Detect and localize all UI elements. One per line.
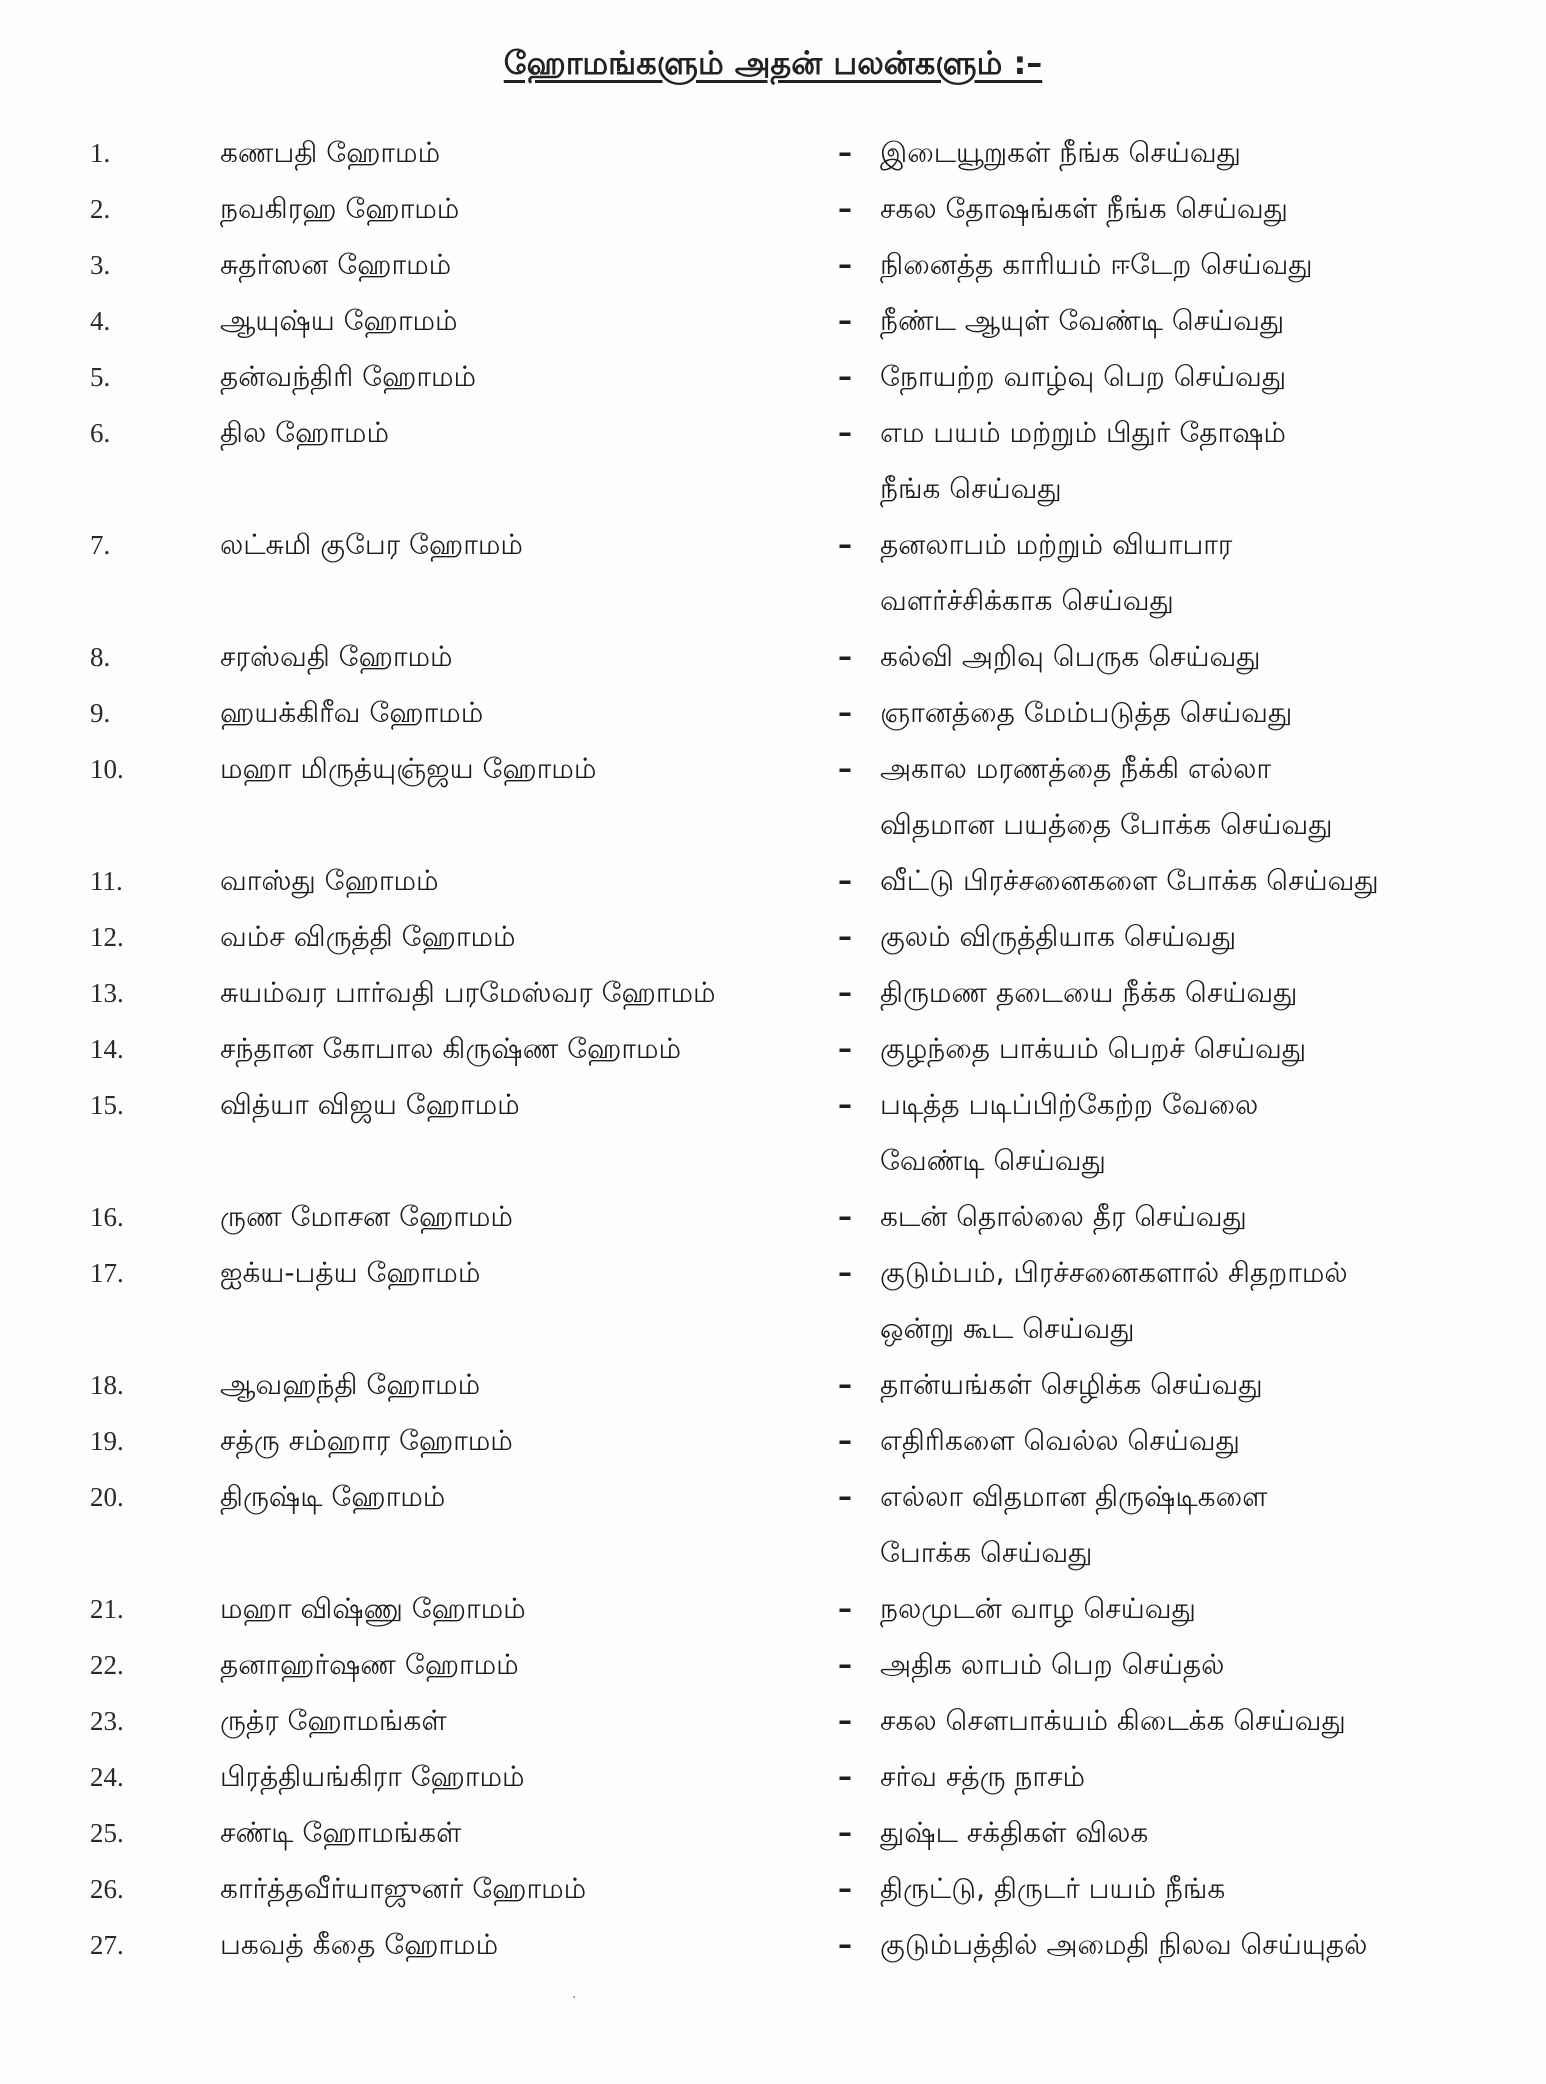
item-number: 5. <box>90 362 111 392</box>
item-number: 15. <box>90 1090 124 1120</box>
list-item <box>0 237 1546 293</box>
list-item <box>0 1637 1546 1693</box>
homam-benefit: சர்வ சத்ரு நாசம் <box>880 1760 1086 1793</box>
homam-name: வாஸ்து ஹோமம் <box>220 864 439 897</box>
homam-name: சுயம்வர பார்வதி பரமேஸ்வர ஹோமம் <box>220 976 716 1009</box>
item-number: 20. <box>90 1482 124 1512</box>
homam-benefit: நினைத்த காரியம் ஈடேற செய்வது <box>880 248 1313 281</box>
list-item <box>0 1413 1546 1469</box>
homam-benefit: எம பயம் மற்றும் பிதுர் தோஷம் <box>880 416 1286 449</box>
homam-name: சுதர்ஸன ஹோமம் <box>220 248 452 281</box>
homam-benefit: இடையூறுகள் நீங்க செய்வது <box>880 136 1241 169</box>
item-number: 14. <box>90 1034 124 1064</box>
homam-benefit: எதிரிகளை வெல்ல செய்வது <box>880 1424 1240 1457</box>
homam-benefit: குடும்பம், பிரச்சனைகளால் சிதறாமல் <box>880 1256 1348 1289</box>
item-number: 27. <box>90 1930 124 1960</box>
item-number: 23. <box>90 1706 124 1736</box>
item-number: 12. <box>90 922 124 952</box>
homam-benefit: துஷ்ட சக்திகள் விலக <box>880 1816 1149 1849</box>
homam-name: சரஸ்வதி ஹோமம் <box>220 640 453 673</box>
item-number: 2. <box>90 194 111 224</box>
homam-benefit: சகல சௌபாக்யம் கிடைக்க செய்வது <box>880 1704 1346 1737</box>
homam-name: கார்த்தவீர்யாஜுனர் ஹோமம் <box>220 1872 587 1905</box>
separator-dash: – <box>838 1760 852 1793</box>
separator-dash: – <box>838 1368 852 1401</box>
list-item <box>0 1357 1546 1413</box>
separator-dash: – <box>838 192 852 225</box>
title-text: ஹோமங்களும் அதன் பலன்களும் :– <box>503 44 1043 82</box>
homam-name: பகவத் கீதை ஹோமம் <box>220 1928 499 1961</box>
separator-dash: – <box>838 1200 852 1233</box>
homam-benefit: தான்யங்கள் செழிக்க செய்வது <box>880 1368 1263 1401</box>
list-item <box>0 1189 1546 1245</box>
list-item-continuation <box>0 573 1546 629</box>
item-number: 10. <box>90 754 124 784</box>
homam-name: சண்டி ஹோமங்கள் <box>220 1816 462 1849</box>
homam-name: ஆவஹந்தி ஹோமம் <box>220 1368 481 1401</box>
separator-dash: – <box>838 416 852 449</box>
separator-dash: – <box>838 136 852 169</box>
separator-dash: – <box>838 1648 852 1681</box>
homam-name: பிரத்தியங்கிரா ஹோமம் <box>220 1760 525 1793</box>
homam-name: திருஷ்டி ஹோமம் <box>220 1480 446 1513</box>
separator-dash: – <box>838 1256 852 1289</box>
list-item <box>0 1077 1546 1133</box>
homam-name: ஐக்ய-பத்ய ஹோமம் <box>220 1256 481 1289</box>
item-number: 4. <box>90 306 111 336</box>
homam-name: வித்யா விஜய ஹோமம் <box>220 1088 520 1121</box>
separator-dash: – <box>838 528 852 561</box>
separator-dash: – <box>838 1928 852 1961</box>
scan-speck: · <box>572 1990 577 2006</box>
homam-name: மஹா மிருத்யுஞ்ஜய ஹோமம் <box>220 752 597 785</box>
list-item-continuation <box>0 1525 1546 1581</box>
list-item <box>0 909 1546 965</box>
item-number: 13. <box>90 978 124 1008</box>
separator-dash: – <box>838 920 852 953</box>
list-item <box>0 293 1546 349</box>
homam-benefit: நீங்க செய்வது <box>880 472 1062 505</box>
item-number: 7. <box>90 530 111 560</box>
separator-dash: – <box>838 248 852 281</box>
separator-dash: – <box>838 752 852 785</box>
item-number: 25. <box>90 1818 124 1848</box>
separator-dash: – <box>838 1480 852 1513</box>
list-item-continuation <box>0 461 1546 517</box>
separator-dash: – <box>838 1704 852 1737</box>
list-item <box>0 1693 1546 1749</box>
item-number: 17. <box>90 1258 124 1288</box>
separator-dash: – <box>838 304 852 337</box>
list-item <box>0 741 1546 797</box>
homam-benefit: கல்வி அறிவு பெருக செய்வது <box>880 640 1261 673</box>
list-item <box>0 965 1546 1021</box>
homam-benefit: நீண்ட ஆயுள் வேண்டி செய்வது <box>880 304 1285 337</box>
item-number: 8. <box>90 642 111 672</box>
list-item <box>0 685 1546 741</box>
homam-benefit: நலமுடன் வாழ செய்வது <box>880 1592 1196 1625</box>
homam-benefit: அகால மரணத்தை நீக்கி எல்லா <box>880 752 1271 785</box>
separator-dash: – <box>838 1088 852 1121</box>
homam-name: சத்ரு சம்ஹார ஹோமம் <box>220 1424 513 1457</box>
homam-benefit: சகல தோஷங்கள் நீங்க செய்வது <box>880 192 1288 225</box>
list-item <box>0 349 1546 405</box>
homam-name: ஹயக்கிரீவ ஹோமம் <box>220 696 484 729</box>
homam-benefit: எல்லா விதமான திருஷ்டிகளை <box>880 1480 1268 1513</box>
separator-dash: – <box>838 1872 852 1905</box>
separator-dash: – <box>838 1592 852 1625</box>
list-item <box>0 517 1546 573</box>
homam-name: தன்வந்திரி ஹோமம் <box>220 360 477 393</box>
separator-dash: – <box>838 864 852 897</box>
list-item-continuation <box>0 797 1546 853</box>
homam-benefit: குடும்பத்தில் அமைதி நிலவ செய்யுதல் <box>880 1928 1368 1961</box>
homam-benefit: ஒன்று கூட செய்வது <box>880 1312 1135 1345</box>
homam-name: ருத்ர ஹோமங்கள் <box>220 1704 447 1737</box>
item-number: 6. <box>90 418 111 448</box>
homam-benefit: குலம் விருத்தியாக செய்வது <box>880 920 1237 953</box>
list-item <box>0 1469 1546 1525</box>
homam-name: நவகிரஹ ஹோமம் <box>220 192 460 225</box>
homam-benefit: ஞானத்தை மேம்படுத்த செய்வது <box>880 696 1293 729</box>
homam-benefit: விதமான பயத்தை போக்க செய்வது <box>880 808 1333 841</box>
homam-name: ருண மோசன ஹோமம் <box>220 1200 513 1233</box>
homam-benefit: வளர்ச்சிக்காக செய்வது <box>880 584 1174 617</box>
homam-name: தில ஹோமம் <box>220 416 389 449</box>
list-item <box>0 1861 1546 1917</box>
separator-dash: – <box>838 1816 852 1849</box>
homam-name: சந்தான கோபால கிருஷ்ண ஹோமம் <box>220 1032 682 1065</box>
list-item <box>0 1021 1546 1077</box>
list-item-continuation <box>0 1133 1546 1189</box>
list-item <box>0 125 1546 181</box>
separator-dash: – <box>838 1424 852 1457</box>
item-number: 11. <box>90 866 123 896</box>
list-item <box>0 853 1546 909</box>
homam-benefit: அதிக லாபம் பெற செய்தல் <box>880 1648 1225 1681</box>
homam-name: ஆயுஷ்ய ஹோமம் <box>220 304 458 337</box>
homam-benefit: கடன் தொல்லை தீர செய்வது <box>880 1200 1247 1233</box>
homam-benefit: நோயற்ற வாழ்வு பெற செய்வது <box>880 360 1287 393</box>
homam-name: கணபதி ஹோமம் <box>220 136 441 169</box>
list-item <box>0 1917 1546 1973</box>
separator-dash: – <box>838 640 852 673</box>
item-number: 24. <box>90 1762 124 1792</box>
homam-benefit: திருட்டு, திருடர் பயம் நீங்க <box>880 1872 1226 1905</box>
homam-name: வம்ச விருத்தி ஹோமம் <box>220 920 516 953</box>
item-number: 1. <box>90 138 111 168</box>
homam-benefit: வேண்டி செய்வது <box>880 1144 1106 1177</box>
homam-name: தனாஹர்ஷண ஹோமம் <box>220 1648 519 1681</box>
item-number: 9. <box>90 698 111 728</box>
separator-dash: – <box>838 976 852 1009</box>
homam-benefit: தனலாபம் மற்றும் வியாபார <box>880 528 1233 561</box>
homam-name: லட்சுமி குபேர ஹோமம் <box>220 528 523 561</box>
homam-name: மஹா விஷ்ணு ஹோமம் <box>220 1592 526 1625</box>
item-number: 22. <box>90 1650 124 1680</box>
list-item <box>0 405 1546 461</box>
list-item <box>0 1581 1546 1637</box>
item-number: 26. <box>90 1874 124 1904</box>
homam-benefit: வீட்டு பிரச்சனைகளை போக்க செய்வது <box>880 864 1379 897</box>
separator-dash: – <box>838 696 852 729</box>
list-item-continuation <box>0 1301 1546 1357</box>
item-number: 3. <box>90 250 111 280</box>
homam-benefit: படித்த படிப்பிற்கேற்ற வேலை <box>880 1088 1259 1121</box>
item-number: 18. <box>90 1370 124 1400</box>
document-title <box>0 44 1546 86</box>
item-number: 19. <box>90 1426 124 1456</box>
homam-benefit: போக்க செய்வது <box>880 1536 1093 1569</box>
separator-dash: – <box>838 1032 852 1065</box>
list-item <box>0 1245 1546 1301</box>
separator-dash: – <box>838 360 852 393</box>
homam-benefit: திருமண தடையை நீக்க செய்வது <box>880 976 1298 1009</box>
homam-list <box>0 125 1546 1973</box>
list-item <box>0 629 1546 685</box>
item-number: 16. <box>90 1202 124 1232</box>
homam-benefit: குழந்தை பாக்யம் பெறச் செய்வது <box>880 1032 1307 1065</box>
list-item <box>0 181 1546 237</box>
list-item <box>0 1749 1546 1805</box>
list-item <box>0 1805 1546 1861</box>
item-number: 21. <box>90 1594 124 1624</box>
